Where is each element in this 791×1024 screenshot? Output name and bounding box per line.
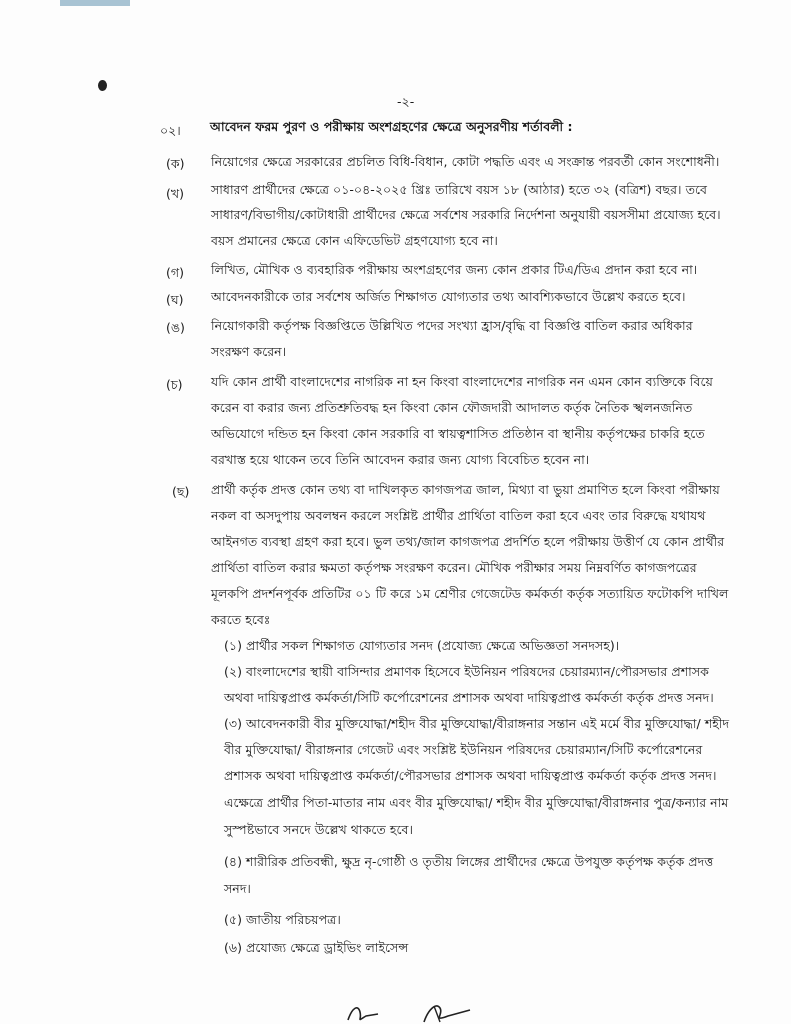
section-number: ০২। xyxy=(160,123,181,138)
item-chha-line: আইনগত ব্যবস্থা গ্রহণ করা হবে। ভুল তথ্য/জাল কাগজপত্র প্রদর্শিত হলে পরীক্ষায় উত্তীর্ণ যে কোন প্রার্থীর xyxy=(211,534,725,549)
item-kha-line: সাধারণ/বিভাগীয়/কোটাধারী প্রার্থীদের ক্ষেত্রে সর্বশেষ সরকারি নির্দেশনা অনুযায়ী বয়সসীমা প্রযোজ্য হবে। xyxy=(211,207,721,222)
item-chha-line: প্রার্থিতা বাতিল করার ক্ষমতা কর্তৃপক্ষ সংরক্ষণ করেন। মৌখিক পরীক্ষার সময় নিম্নবর্ণিত কাগজপত্রের xyxy=(211,560,697,575)
item-ga-line: লিখিত, মৌখিক ও ব্যবহারিক পরীক্ষায় অংশগ্রহণের জন্য কোন প্রকার টিএ/ডিএ প্রদান করা হবে না। xyxy=(211,262,698,277)
punch-hole xyxy=(98,80,107,91)
item-chha-line: মূলকপি প্রদর্শনপূর্বক প্রতিটির ০১ টি করে ১ম শ্রেণীর গেজেটেড কর্মকর্তা কর্তৃক সত্যায়িত ফটোকপি দাখিল xyxy=(211,586,729,601)
item-cha-line: যদি কোন প্রার্থী বাংলাদেশের নাগরিক না হন কিংবা বাংলাদেশের নাগরিক নন এমন কোন ব্যক্তিকে বিয়ে xyxy=(211,374,713,389)
item-chha-line: প্রার্থী কর্তৃক প্রদত্ত কোন তথ্য বা দাখিলকৃত কাগজপত্র জাল, মিথ্যা বা ভুয়া প্রমাণিত হলে কিংবা পরীক্ষায় xyxy=(211,482,720,497)
item-umo-line: নিয়োগকারী কর্তৃপক্ষ বিজ্ঞপ্তিতে উল্লিখিত পদের সংখ্যা হ্রাস/বৃদ্ধি বা বিজ্ঞপ্তি বাতিল করার অধিকার xyxy=(211,318,693,333)
section-heading: আবেদন ফরম পুরণ ও পরীক্ষায় অংশগ্রহণের ক্ষেত্রে অনুসরণীয় শর্তাবলী : xyxy=(210,119,573,134)
document-item-3: (৩) আবেদনকারী বীর মুক্তিযোদ্ধা/শহীদ বীর মুক্তিযোদ্ধা/বীরাঙ্গনার সন্তান এই মর্মে বীর মুক্তিযোদ্ধা/ শহীদ xyxy=(224,716,730,731)
document-item-6: (৬) প্রযোজ্য ক্ষেত্রে ড্রাইভিং লাইসেন্স xyxy=(224,940,409,955)
item-umo-line: সংরক্ষণ করেন। xyxy=(211,344,287,359)
document-item-5: (৫) জাতীয় পরিচয়পত্র। xyxy=(224,912,341,927)
item-label-ga: (গ) xyxy=(166,265,184,280)
item-label-gha: (ঘ) xyxy=(166,292,184,307)
document-item-3-cont: বীর মুক্তিযোদ্ধা/ বীরাঙ্গনার গেজেট এবং সংশ্লিষ্ট ইউনিয়ন পরিষদের চেয়ারম্যান/সিটি কর্পোরেশনের xyxy=(224,742,703,757)
document-item-3-cont: এক্ষেত্রে প্রার্থীর পিতা-মাতার নাম এবং বীর মুক্তিযোদ্ধা/ শহীদ বীর মুক্তিযোদ্ধা/বীরাঙ্গনার পুত্র/কন্যার নাম xyxy=(224,795,729,810)
document-item-2: (২) বাংলাদেশের স্থায়ী বাসিন্দার প্রমাণক হিসেবে ইউনিয়ন পরিষদের চেয়ারম্যান/পৌরসভার প্রশাসক xyxy=(224,664,709,679)
item-label-chha: (ছ) xyxy=(172,484,190,499)
item-cha-line: অভিযোগে দন্ডিত হন কিংবা কোন সরকারি বা স্বায়ত্বশাসিত প্রতিষ্ঠান বা স্থানীয় কর্তৃপক্ষের চাকরি হতে xyxy=(211,426,705,441)
document-item-3-cont: সুস্পষ্টভাবে সনদে উল্লেখ থাকতে হবে। xyxy=(224,822,414,837)
document-item-3-cont: প্রশাসক অথবা দায়িত্বপ্রাপ্ত কর্মকর্তা/পৌরসভার প্রশাসক অথবা দায়িত্বপ্রাপ্ত কর্মকর্তা কর্তৃক প্রদত্ত সনদ। xyxy=(224,768,717,783)
page-number: -২- xyxy=(397,94,415,109)
item-kha-line: বয়স প্রমানের ক্ষেত্রে কোন এফিডেভিট গ্রহণযোগ্য হবে না। xyxy=(211,233,498,248)
item-gha-line: আবেদনকারীকে তার সর্বশেষ অর্জিত শিক্ষাগত যোগ্যতার তথ্য আবশ্যিকভাবে উল্লেখ করতে হবে। xyxy=(211,289,686,304)
handwritten-initials xyxy=(340,1000,480,1024)
item-label-ka: (ক) xyxy=(166,156,185,171)
item-label-cha: (চ) xyxy=(166,377,183,392)
document-item-1: (১) প্রার্থীর সকল শিক্ষাগত যোগ্যতার সনদ (প্রযোজ্য ক্ষেত্রে অভিজ্ঞতা সনদসহ)। xyxy=(224,638,620,653)
scan-edge xyxy=(60,0,130,6)
item-kha-line: সাধারণ প্রার্থীদের ক্ষেত্রে ০১-০৪-২০২৫ খ্রিঃ তারিখে বয়স ১৮ (আঠার) হতে ৩২ (বত্রিশ) বছর। তবে xyxy=(211,182,708,197)
item-cha-line: বরখাস্ত হয়ে থাকেন তবে তিনি আবেদন করার জন্য যোগ্য বিবেচিত হবেন না। xyxy=(211,452,590,467)
document-item-2-cont: অথবা দায়িত্বপ্রাপ্ত কর্মকর্তা/সিটি কর্পোরেশনের প্রশাসক অথবা দায়িত্বপ্রাপ্ত কর্মকর্তা কর্তৃক প্রদত্ত সনদ। xyxy=(224,690,714,705)
item-label-kha: (খ) xyxy=(166,186,184,201)
item-label-umo: (ঙ) xyxy=(166,320,185,335)
item-ka-line: নিয়োগের ক্ষেত্রে সরকারের প্রচলিত বিধি-বিধান, কোটা পদ্ধতি এবং এ সংক্রান্ত পরবর্তী কোন সংশোধনী। xyxy=(211,154,720,169)
item-chha-line: নকল বা অসদুপায় অবলম্বন করলে সংশ্লিষ্ট প্রার্থীর প্রার্থিতা বাতিল করা হবে এবং তার বিরুদ্ধে যথাযথ xyxy=(211,508,706,523)
document-item-4: (৪) শারীরিক প্রতিবন্ধী, ক্ষুদ্র নৃ-গোষ্ঠী ও তৃতীয় লিঙ্গের প্রার্থীদের ক্ষেত্রে উপযুক্ত কর্তৃপক্ষ কর্তৃক প্রদত্ত xyxy=(224,854,714,869)
item-cha-line: করেন বা করার জন্য প্রতিশ্রুতিবদ্ধ হন কিংবা কোন ফৌজদারী আদালত কর্তৃক নৈতিক স্খলনজনিত xyxy=(211,400,693,415)
document-item-4-cont: সনদ। xyxy=(224,881,251,896)
item-chha-line: করতে হবেঃ xyxy=(211,612,271,627)
